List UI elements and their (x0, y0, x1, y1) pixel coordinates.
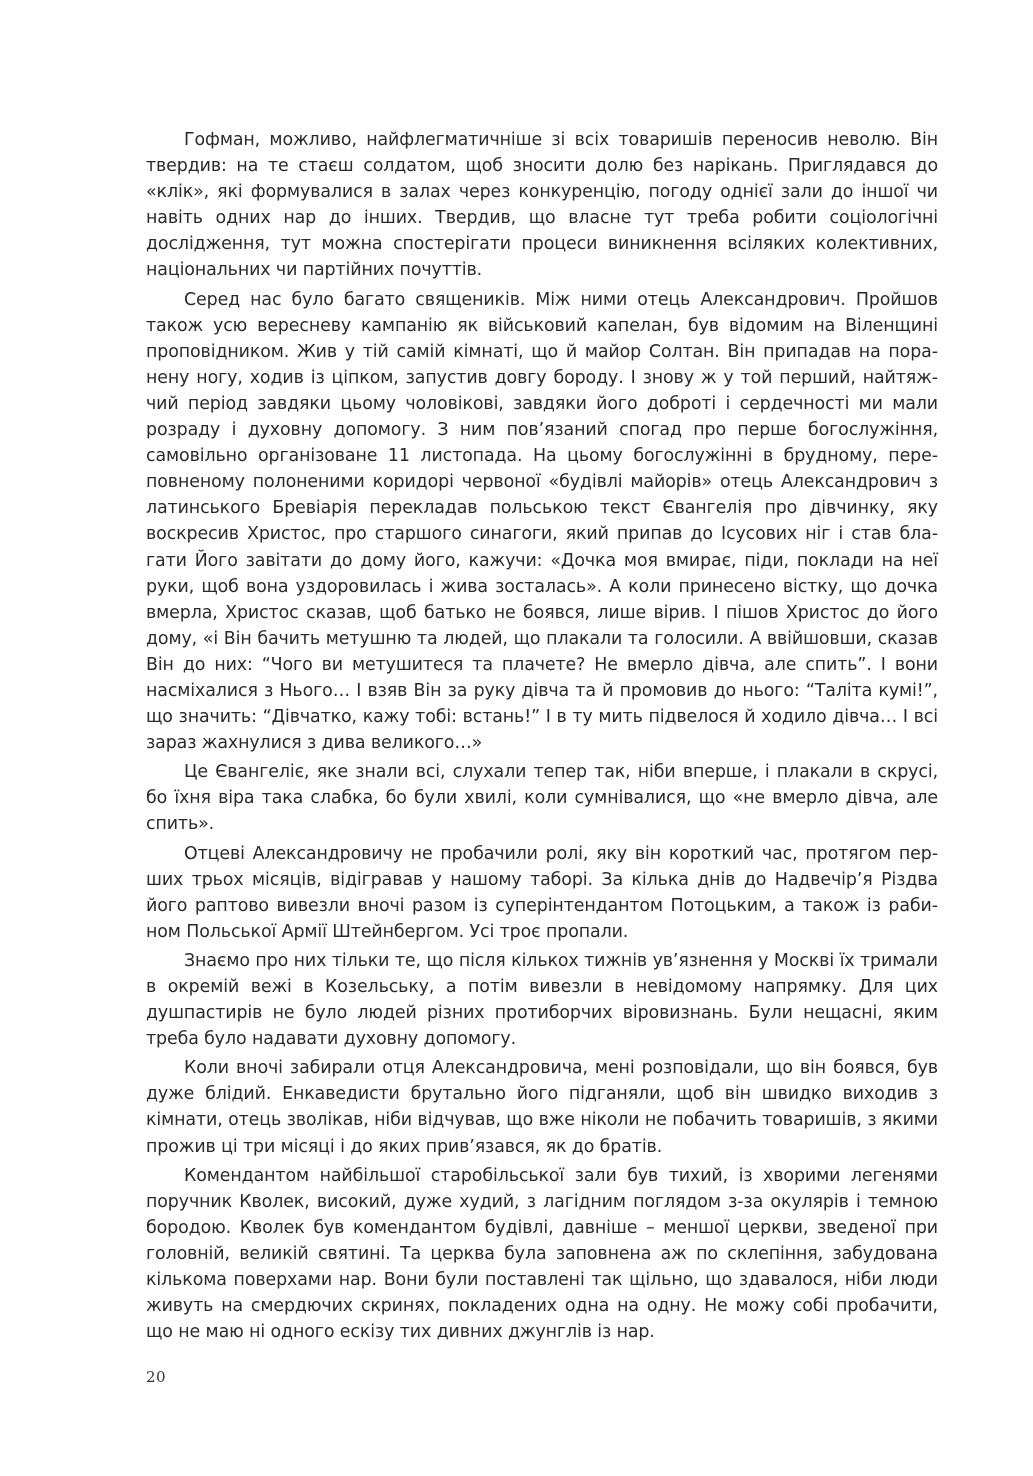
page-number: 20 (146, 1368, 167, 1386)
paragraph-kozelsk: Знаємо про них тільки те, що після кількох тижнів ув’язнення у Москві їх тримали в окремій вежі в Козельську, а потім вивезли в невідомому напрямку. Для цих душпастирів не було людей різних протиборчих віровизнань. Були нещасні, яким треба було надавати духовну допомогу. (146, 950, 938, 1050)
body-text (146, 127, 938, 1348)
paragraph-kvolek: Комендантом найбільшої старобільської зали був тихий, із хворими легенями поручник Кволек, високий, дуже худий, з лагідним поглядом з-за окулярів і темною бородою. Кволек був комендантом будівлі, давніше – меншої церкви, зведеної при головній, великій святині. Та церква була заповнена аж по склепіння, забудована кількома поверхами нар. Вони були поставлені так щільно, що здавалося, ніби люди живуть на смердючих скринях, покладених одна на одну. Не можу собі пробачити, що не маю ні одного ескізу тих дивних джунглів із нар. (146, 1165, 938, 1343)
paragraph-removal: Отцеві Александровичу не пробачили ролі, яку він короткий час, протягом перших трьох місяців, відігравав у нашому таборі. За кілька днів до Надвечір’я Різдва його раптово вивезли вночі разом із суперінтендантом Потоцьким, а також із рабином Польської Армії Штейнбергом. Усі троє пропали. (146, 843, 938, 942)
paragraph-gofman: Гофман, можливо, найфлегматичніше зі всіх товаришів переносив неволю. Він твердив: на те стаєш солдатом, щоб зносити долю без нарікань. Приглядався до «клік», які формувалися в залах через конкуренцію, погоду однієї зали до іншої чи навіть одних нар до інших. Твердив, що власне тут треба робити соціологічні дослідження, тут можна спостерігати процеси виникнення всіляких колективних, національних чи партійних почуттів. (146, 130, 938, 281)
paragraph-gospel: Це Євангеліє, яке знали всі, слухали тепер так, ніби вперше, і плакали в скрусі, бо їхня віра така слабка, бо були хвилі, коли сумнівалися, що «не вмерло дівча, але спить». (146, 762, 938, 835)
paragraph-night: Коли вночі забирали отця Александровича, мені розповідали, що він боявся, був дуже блідий. Енкаведисти брутально його підганяли, щоб він швидко виходив з кімнати, отець зволікав, ніби відчував, що вже ніколи не побачить товаришів, з якими прожив ці три місяці і до яких прив’язався, як до братів. (146, 1058, 938, 1157)
paragraph-priests: Серед нас було багато священиків. Між ними отець Александрович. Пройшов також усю вересневу кампанію як військовий капелан, був відомим на Віленщині проповідником. Жив у тій самій кімнаті, що й майор Солтан. Він припадав на поранену ногу, ходив із ціпком, запустив довгу бороду. І знову ж у той перший, найтяжчий період завдяки цьому чоловікові, завдяки його доброті і сердечності ми мали розраду і духовну допомогу. З ним пов’язаний спогад про перше богослужіння, самовільно організоване 11 листопада. На цьому богослужінні в брудному, переповненому полоненими коридорі червоної «будівлі майорів» отець Александрович з латинського Бревіарія перекладав польською текст Євангелія про дівчинку, яку воскресив Христос, про старшого синагоги, який припав до Ісусових ніг і став благати Його завітати до дому його, кажучи: «Дочка моя вмирає, піди, поклади на неї руки, щоб вона уздоровилась і жива зосталась». А коли принесено вістку, що дочка вмерла, Христос сказав, щоб батько не боявся, лише вірив. І пішов Христос до його дому, «і Він бачить метушню та людей, що плакали та голосили. А ввійшовши, сказав Він до них: “Чого ви метушитеся та плачете? Не вмерло дівча, але спить”. І вони насміхалися з Нього… І взяв Він за руку дівча та й промовив до нього: “Таліта кумі!”, що значить: “Дівчатко, кажу тобі: встань!” І в ту мить підвелося й ходило дівча… І всі зараз жахнулися з дива великого…» (146, 289, 938, 754)
